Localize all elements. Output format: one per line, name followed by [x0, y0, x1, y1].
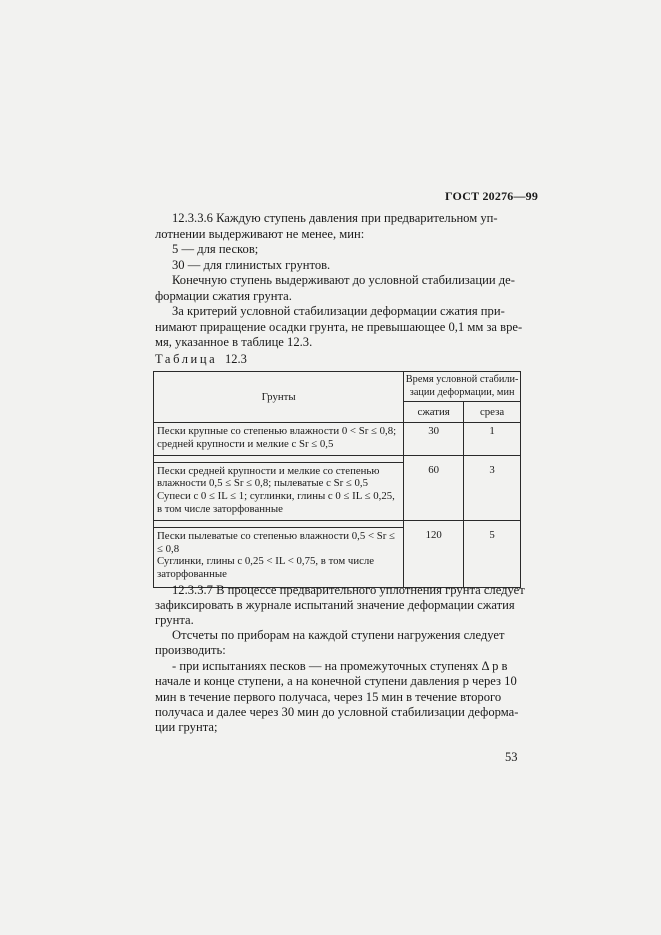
text-line: Конечную ступень выдерживают до условной стабилизации де-	[172, 273, 515, 287]
stabilization-table	[153, 371, 521, 588]
text-line: 12.3.3.6 Каждую ступень давления при предварительном уп-	[172, 211, 498, 225]
shear-value: 5	[464, 527, 521, 587]
text-line: За критерий условной стабилизации деформации сжатия при-	[172, 304, 505, 318]
soil-line: влажности 0,5 ≤ Sr ≤ 0,8; пылеватые с Sr ≤ 0,5	[157, 477, 369, 490]
text-line: 5 — для песков;	[172, 242, 259, 256]
text-line: 12.3.3.7 В процессе предварительного уплотнения грунта следует	[172, 583, 525, 597]
text-line: зафиксировать в журнале испытаний значение деформации сжатия	[155, 598, 515, 612]
text-line: начале и конце ступени, а на конечной ступени давления p через 10	[155, 674, 517, 688]
soil-line: Пески крупные со степенью влажности 0 < Sr ≤ 0,8;	[157, 425, 397, 437]
compression-value: 60	[404, 462, 464, 520]
header-time	[404, 372, 521, 402]
header-time-line: Время условной стабили-	[405, 374, 519, 385]
soil-line: ≤ 0,8	[157, 542, 180, 555]
soil-cell	[154, 527, 404, 587]
soil-line: в том числе заторфованные	[157, 502, 283, 515]
soil-line: средней крупности и мелкие с Sr ≤ 0,5	[157, 437, 334, 450]
compression-value: 30	[404, 423, 464, 456]
text-line: - при испытаниях песков — на промежуточных ступенях Δ p в	[172, 659, 508, 673]
header-time-line: зации деформации, мин	[409, 386, 515, 398]
text-line: производить:	[155, 643, 226, 657]
soil-line: Супеси с 0 ≤ IL ≤ 1; суглинки, глины с 0 ≤ IL ≤ 0,25,	[157, 490, 395, 503]
row-gap	[154, 520, 521, 527]
soil-line: заторфованные	[157, 568, 227, 581]
page-number: 53	[505, 750, 518, 764]
compression-value: 120	[404, 527, 464, 587]
header-shear: среза	[464, 402, 521, 423]
table-caption-number: 12.3	[225, 352, 247, 366]
text-line: получаса и далее через 30 мин до условной стабилизации деформа-	[155, 705, 519, 719]
header-compression: сжатия	[404, 402, 464, 423]
text-line: нимают приращение осадки грунта, не превышающее 0,1 мм за вре-	[155, 320, 523, 334]
table-row	[154, 462, 521, 520]
standard-code: ГОСТ 20276—99	[445, 189, 539, 203]
soil-line: Пески средней крупности и мелкие со степенью	[157, 464, 380, 477]
table-caption-word: Таблица	[155, 352, 218, 366]
text-line: мин в течение первого получаса, через 15 мин в течение второго	[155, 690, 502, 704]
shear-value: 3	[464, 462, 521, 520]
soil-cell	[154, 423, 404, 456]
text-line: ции грунта;	[155, 720, 218, 734]
text-line: Отсчеты по приборам на каждой ступени нагружения следует	[172, 628, 505, 642]
text-line: 30 — для глинистых грунтов.	[172, 258, 331, 272]
table-row	[154, 527, 521, 587]
shear-value: 1	[464, 423, 521, 456]
table-caption	[155, 352, 247, 367]
header-soil: Грунты	[154, 372, 404, 423]
text-line: формации сжатия грунта.	[155, 289, 292, 303]
text-line: грунта.	[155, 613, 194, 627]
table-row	[154, 423, 521, 456]
soil-cell	[154, 462, 404, 520]
soil-line: Суглинки, глины с 0,25 < IL < 0,75, в том числе	[157, 555, 375, 568]
soil-line: Пески пылеватые со степенью влажности 0,5 < Sr ≤	[157, 529, 395, 542]
row-gap	[154, 455, 521, 462]
text-line: мя, указанное в таблице 12.3.	[155, 335, 313, 349]
text-line: лотнении выдерживают не менее, мин:	[155, 227, 365, 241]
